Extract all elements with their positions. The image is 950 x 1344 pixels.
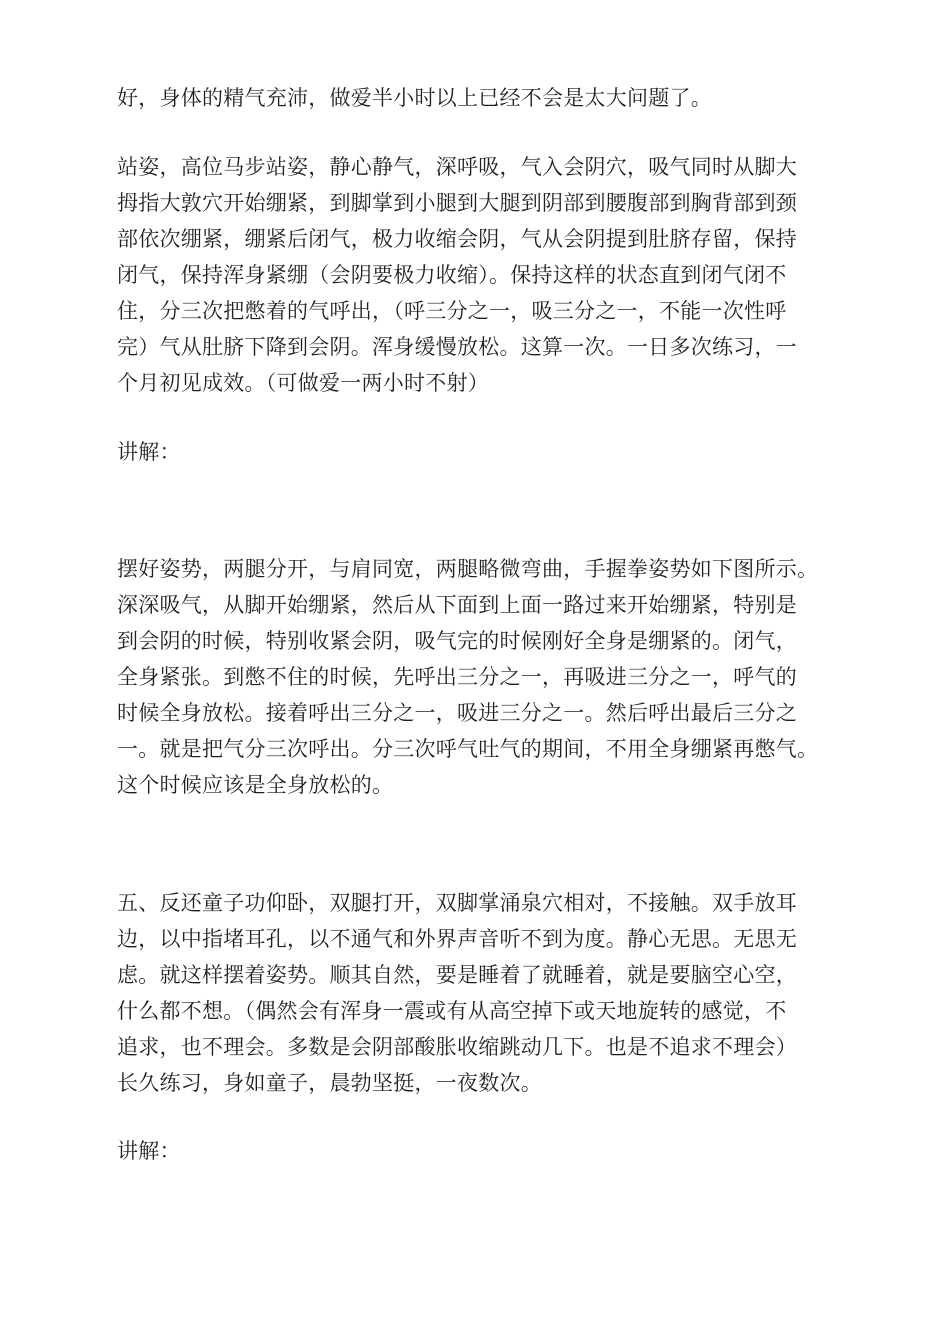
explanation-label: 讲解：	[117, 440, 181, 464]
text-line: 深深吸气，从脚开始绷紧，然后从下面到上面一路过来开始绷紧，特别是	[117, 593, 797, 617]
text-line: 什么都不想。（偶然会有浑身一震或有从高空掉下或天地旋转的感觉，不	[117, 999, 787, 1023]
text-line: 虑。就这样摆着姿势。顺其自然，要是睡着了就睡着，就是要脑空心空，	[117, 963, 797, 987]
text-line: 全身紧张。到憋不住的时候，先呼出三分之一，再吸进三分之一，呼气的	[117, 665, 797, 689]
text-line: 这个时候应该是全身放松的。	[117, 773, 394, 797]
text-line: 五、反还童子功仰卧，双腿打开，双脚掌涌泉穴相对，不接触。双手放耳	[117, 891, 797, 915]
text-line: 好，身体的精气充沛，做爱半小时以上已经不会是太大问题了。	[117, 86, 712, 110]
text-line: 部依次绷紧，绷紧后闭气，极力收缩会阴，气从会阴提到肚脐存留，保持	[117, 227, 797, 251]
text-line: 拇指大敦穴开始绷紧，到脚掌到小腿到大腿到阴部到腰腹部到胸背部到颈	[117, 191, 797, 215]
text-line: 一。就是把气分三次呼出。分三次呼气吐气的期间，不用全身绷紧再憋气。	[117, 737, 819, 761]
text-line: 追求，也不理会。多数是会阴部酸胀收缩跳动几下。也是不追求不理会）	[117, 1035, 797, 1059]
text-line: 站姿，高位马步站姿，静心静气，深呼吸，气入会阴穴，吸气同时从脚大	[117, 155, 797, 179]
text-line: 时候全身放松。接着呼出三分之一，吸进三分之一。然后呼出最后三分之	[117, 701, 797, 725]
text-line: 长久练习，身如童子，晨勃坚挺，一夜数次。	[117, 1071, 542, 1095]
text-line: 边，以中指堵耳孔，以不通气和外界声音听不到为度。静心无思。无思无	[117, 927, 797, 951]
text-line: 到会阴的时候，特别收紧会阴，吸气完的时候刚好全身是绷紧的。闭气，	[117, 629, 797, 653]
text-line: 完）气从肚脐下降到会阴。浑身缓慢放松。这算一次。一日多次练习，一	[117, 335, 797, 359]
text-line: 摆好姿势，两腿分开，与肩同宽，两腿略微弯曲，手握拳姿势如下图所示。	[117, 557, 819, 581]
text-line: 闭气，保持浑身紧绷（会阴要极力收缩）。保持这样的状态直到闭气闭不	[117, 263, 787, 287]
text-line: 住，分三次把憋着的气呼出，（呼三分之一，吸三分之一，不能一次性呼	[117, 299, 787, 323]
text-line: 个月初见成效。（可做爱一两小时不射）	[117, 371, 489, 395]
explanation-label: 讲解：	[117, 1139, 181, 1163]
